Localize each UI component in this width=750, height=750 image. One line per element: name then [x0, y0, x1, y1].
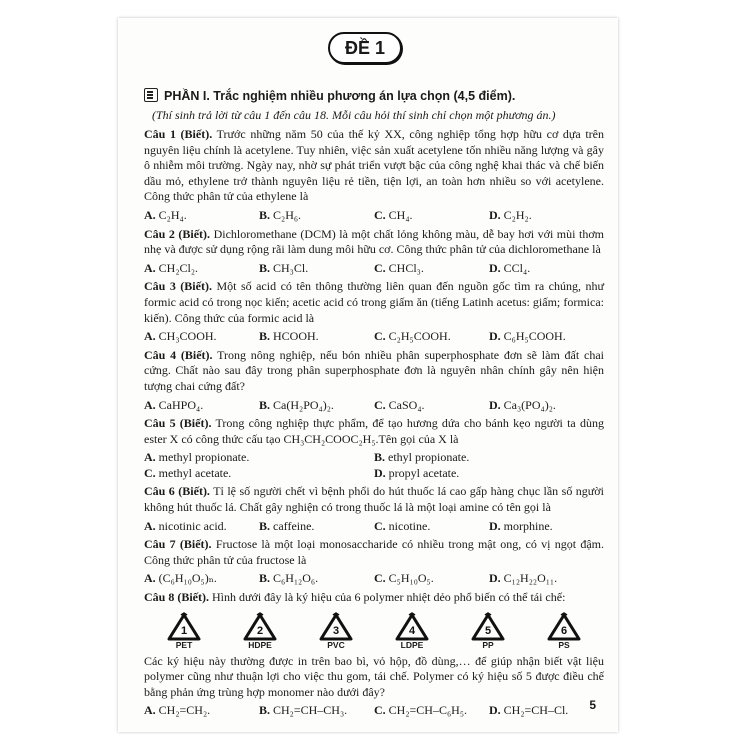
option-c [374, 329, 489, 345]
option-letter: D. [489, 703, 501, 718]
option-b [259, 703, 374, 719]
page-number: 5 [589, 698, 596, 712]
option-d [489, 571, 604, 587]
option-text: C₁₂H₂₂O₁₁. [503, 571, 558, 586]
option-text: nicotine. [388, 518, 431, 533]
option-c [144, 466, 374, 482]
recycle-number: 2 [256, 624, 264, 637]
option-letter: D. [489, 571, 501, 586]
option-a [144, 519, 259, 535]
option-d [489, 398, 604, 414]
option-d [489, 703, 604, 719]
question-list [144, 127, 604, 722]
option-text: CH₂=CH–CH₃. [273, 703, 348, 718]
question-3-options [144, 329, 604, 345]
option-c [374, 398, 489, 414]
exam-title: ĐỀ 1 [328, 32, 402, 64]
recycle-number: 4 [408, 624, 416, 637]
option-text: HCOOH. [273, 329, 319, 344]
recycling-symbols [162, 612, 586, 650]
question-3 [144, 279, 604, 326]
option-letter: D. [489, 518, 501, 533]
question-label: Câu 7 (Biết). [144, 537, 212, 552]
question-2-options [144, 261, 604, 277]
option-b [259, 329, 374, 345]
option-d [489, 519, 604, 535]
option-text: CH₂=CH₂. [158, 703, 211, 718]
option-text: C₂H₂. [503, 207, 532, 222]
recycle-code: PVC [327, 639, 345, 650]
question-text: Một số acid có tên thông thường liên quan đến nguồn gốc tìm ra chúng, như formic acid có trong nọc kiến; acetic acid có trong giấm ăn (tiếng Latinh acetus: giấm; formica: kiến). Công thức của formic acid là [144, 279, 604, 325]
recycle-symbol-hdpe [238, 612, 282, 650]
option-c [374, 261, 489, 277]
question-text: Dichloromethane (DCM) là một chất lỏng không màu, dễ bay hơi với mùi thơm nhẹ và được sử dụng rộng rãi làm dung môi hữu cơ. Công thức phân tử của dichloromethane là [144, 226, 605, 257]
recycle-code: PET [175, 639, 193, 650]
option-c [374, 519, 489, 535]
option-a [144, 261, 259, 277]
option-text: propyl acetate. [388, 465, 460, 480]
option-text: morphine. [503, 518, 553, 533]
option-a [144, 329, 259, 345]
option-letter: C. [374, 260, 386, 275]
recycling-triangle-icon [318, 612, 354, 642]
recycle-number: 5 [484, 624, 492, 637]
option-d [489, 208, 604, 224]
question-label: Câu 3 (Biết). [144, 279, 212, 294]
option-text: methyl acetate. [158, 465, 232, 480]
option-letter: D. [374, 465, 386, 480]
option-letter: A. [144, 450, 156, 465]
question-4-options [144, 398, 604, 414]
option-text: C₆H₁₂O₆. [273, 571, 319, 586]
option-letter: B. [259, 571, 271, 586]
question-5-options [144, 450, 604, 481]
recycle-number: 1 [180, 624, 188, 637]
option-text: C₆H₅COOH. [503, 329, 566, 344]
question-8-continuation: Các ký hiệu này thường được in trên bao bì, vỏ hộp, đồ dùng,… để giúp nhận biết vật liệu polymer cũng như thuận lợi cho việc thu gom, tái chế. Polymer có ký hiệu số 5 được điều chế bằng phản ứng trùng hợp monomer nào dưới đây? [144, 653, 604, 699]
recycle-code: PS [558, 639, 570, 650]
option-text: CH₂=CH–Cl. [503, 703, 569, 718]
option-text: Ca₃(PO₄)₂. [503, 397, 556, 412]
worksheet-icon [144, 88, 158, 102]
option-text: C₂H₅COOH. [388, 329, 451, 344]
option-text: CH₃COOH. [158, 329, 217, 344]
option-letter: C. [374, 571, 386, 586]
option-d [374, 466, 604, 482]
option-text: Ca(H₂PO₄)₂. [273, 397, 334, 412]
option-letter: B. [259, 329, 271, 344]
option-letter: A. [144, 571, 156, 586]
option-c [374, 703, 489, 719]
question-6 [144, 484, 604, 515]
recycle-symbol-pvc [314, 612, 358, 650]
recycling-triangle-icon [394, 612, 430, 642]
option-b [374, 450, 604, 466]
recycle-code: LDPE [400, 639, 424, 650]
recycle-code: HDPE [248, 639, 272, 650]
option-letter: D. [489, 260, 501, 275]
option-b [259, 398, 374, 414]
recycling-triangle-icon [242, 612, 278, 642]
question-label: Câu 6 (Biết). [144, 484, 210, 499]
option-letter: C. [374, 397, 386, 412]
question-label: Câu 1 (Biết). [144, 127, 213, 141]
recycle-symbol-ps [542, 612, 586, 650]
recycle-symbol-pet [162, 612, 206, 650]
option-letter: C. [374, 703, 386, 718]
recycling-triangle-icon [470, 612, 506, 642]
question-6-options [144, 519, 604, 535]
option-text: C₅H₁₀O₅. [388, 571, 434, 586]
option-a [144, 208, 259, 224]
recycle-symbol-pp [466, 612, 510, 650]
question-label: Câu 8 (Biết). [144, 590, 209, 605]
option-letter: B. [259, 260, 271, 275]
option-a [144, 703, 259, 719]
option-text: CaSO₄. [388, 397, 425, 412]
question-1-options [144, 208, 604, 224]
question-2 [144, 227, 604, 258]
option-letter: C. [374, 207, 386, 222]
question-1 [144, 127, 604, 205]
option-text: C₂H₄. [158, 207, 187, 222]
question-8 [144, 590, 604, 606]
option-d [489, 261, 604, 277]
option-text: CCl₄. [503, 260, 531, 275]
option-c [374, 571, 489, 587]
option-a [144, 450, 374, 466]
option-a [144, 398, 259, 414]
option-text: nicotinic acid. [158, 518, 227, 533]
recycling-triangle-icon [546, 612, 582, 642]
option-text: CHCl₃. [388, 260, 424, 275]
part-heading [144, 88, 598, 103]
option-letter: D. [489, 397, 501, 412]
option-text: methyl propionate. [158, 450, 250, 465]
question-text: Trong nông nghiệp, nếu bón nhiều phân superphosphate đơn sẽ làm đất chai cứng. Chất nào sau đây trong phân superphosphate đơn là nguyên nhân chính gây nên hiện tượng chai cứng đất? [144, 347, 604, 393]
question-4 [144, 348, 604, 395]
option-b [259, 519, 374, 535]
option-a [144, 571, 259, 587]
option-d [489, 329, 604, 345]
part-note: (Thí sinh trả lời từ câu 1 đến câu 18. Mỗi câu hỏi thí sinh chỉ chọn một phương án.) [152, 108, 556, 122]
option-letter: A. [144, 397, 156, 412]
option-c [374, 208, 489, 224]
option-text: CH₂Cl₂. [158, 260, 199, 275]
option-text: C₂H₆. [273, 207, 302, 222]
question-7 [144, 537, 604, 568]
option-letter: B. [374, 450, 386, 465]
question-label: Câu 5 (Biết). [144, 416, 212, 431]
option-letter: C. [374, 518, 386, 533]
option-letter: C. [374, 329, 386, 344]
option-letter: D. [489, 329, 501, 344]
option-text: ethyl propionate. [388, 450, 470, 465]
option-letter: A. [144, 207, 156, 222]
part-heading-text: PHẦN I. Trắc nghiệm nhiều phương án lựa chọn (4,5 điểm). [164, 89, 516, 103]
book-page [118, 18, 618, 732]
recycle-number: 3 [332, 624, 340, 637]
option-text: CH₄. [388, 207, 413, 222]
option-letter: B. [259, 703, 271, 718]
recycle-code: PP [482, 639, 494, 650]
question-text: Trước những năm 50 của thế kỷ XX, công nghiệp tổng hợp hữu cơ dựa trên nguyên liệu chính là acetylene. Tuy nhiên, việc sản xuất acetylene tốn nhiều năng lượng và gây ô nhiễm môi trường. Ngày nay, nhờ sự phát triển vượt bậc của công nghệ khai thác và chế biến dầu mỏ, ethylene trở thành nguyên liệu rẻ tiền, tiện lợi, an toàn hơn nhiều so với acetylene. Công thức phân tử của ethylene là [144, 127, 604, 204]
option-b [259, 571, 374, 587]
option-letter: A. [144, 260, 156, 275]
option-letter: A. [144, 518, 156, 533]
question-5 [144, 416, 604, 447]
option-letter: B. [259, 397, 271, 412]
question-text: Trong công nghiệp thực phẩm, để tạo hương dứa cho bánh kẹo người ta dùng ester X có công thức cấu tạo CH₃CH₂COOC₂H₅.Tên gọi của X là [144, 416, 604, 446]
option-text: caffeine. [273, 518, 315, 533]
question-text: Hình dưới đây là ký hiệu của 6 polymer nhiệt dẻo phổ biến có thể tái chế: [212, 590, 566, 605]
question-label: Câu 2 (Biết). [144, 226, 211, 241]
question-text: Tỉ lệ số người chết vì bệnh phổi do hút thuốc lá cao gấp hàng chục lần số người không hút thuốc lá. Chất gây nghiện có trong thuốc lá là một loại amine có tên gọi là [144, 484, 604, 515]
question-8-options [144, 703, 604, 719]
option-b [259, 261, 374, 277]
recycle-symbol-ldpe [390, 612, 434, 650]
option-b [259, 208, 374, 224]
option-letter: B. [259, 207, 271, 222]
question-label: Câu 4 (Biết). [144, 347, 213, 362]
question-7-options [144, 571, 604, 587]
option-text: CH₂=CH–C₆H₅. [388, 703, 467, 718]
option-text: (C₆H₁₀O₅)ₙ. [158, 571, 217, 586]
option-letter: C. [144, 465, 156, 480]
recycle-number: 6 [560, 624, 568, 637]
option-letter: D. [489, 207, 501, 222]
option-text: CaHPO₄. [158, 397, 204, 412]
option-letter: A. [144, 703, 156, 718]
option-text: CH₃Cl. [273, 260, 309, 275]
option-letter: A. [144, 329, 156, 344]
recycling-triangle-icon [166, 612, 202, 642]
question-text: Fructose là một loại monosaccharide có nhiều trong mật ong, có vị ngọt đậm. Công thức phân tử của fructose là [144, 537, 604, 567]
option-letter: B. [259, 518, 271, 533]
